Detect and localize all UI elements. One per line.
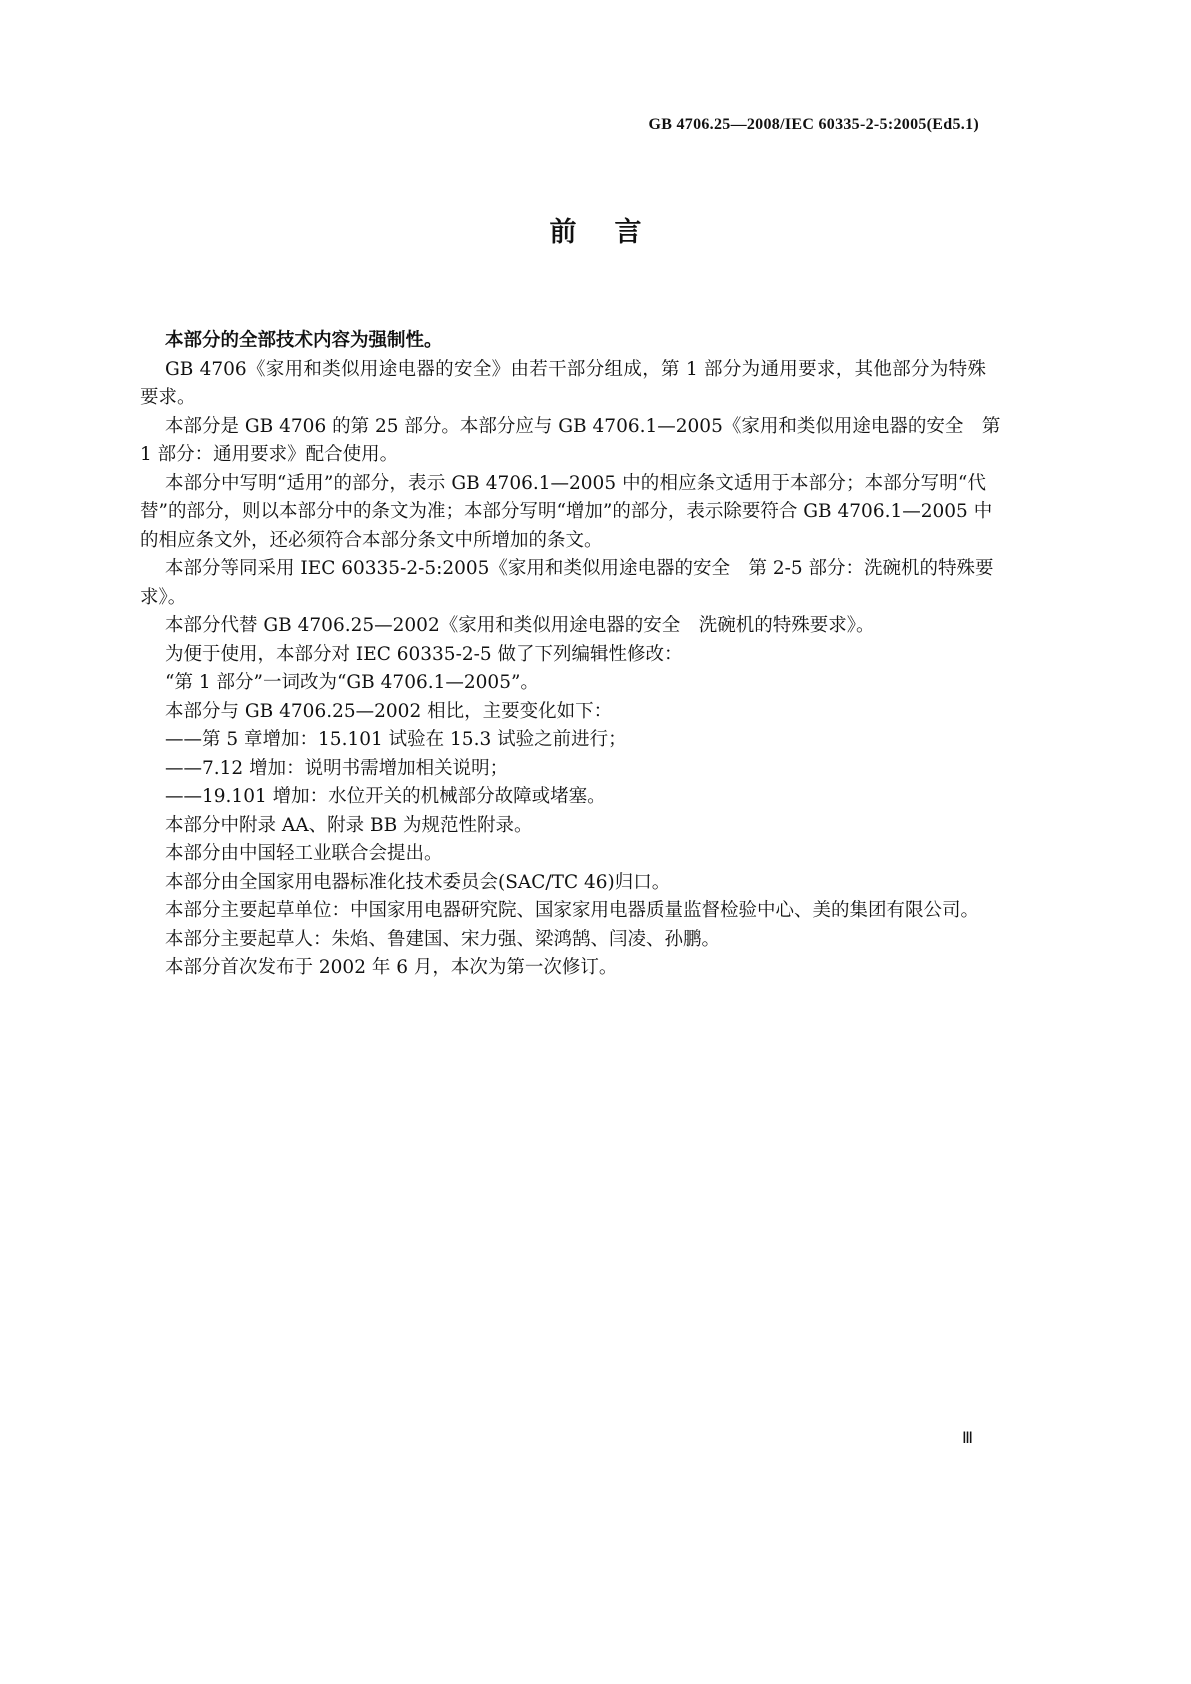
- paragraph-line: 要求。: [140, 387, 196, 408]
- paragraph-line: 替”的部分，则以本部分中的条文为准；本部分写明“增加”的部分，表示除要符合 GB 4706.1—2005 中: [140, 501, 993, 522]
- paragraph-line: 本部分中写明“适用”的部分，表示 GB 4706.1—2005 中的相应条文适用于本部分；本部分写明“代: [165, 472, 986, 494]
- paragraph-line: 本部分是 GB 4706 的第 25 部分。本部分应与 GB 4706.1—2005《家用和类似用途电器的安全 第: [165, 415, 1001, 437]
- paragraph: [140, 698, 986, 727]
- page-number: Ⅲ: [962, 1430, 974, 1447]
- paragraph: [140, 840, 986, 869]
- paragraph-line: ——第 5 章增加：15.101 试验在 15.3 试验之前进行；: [165, 729, 627, 750]
- paragraph: [140, 897, 986, 926]
- paragraph: [140, 726, 986, 755]
- paragraph: [140, 413, 1001, 470]
- paragraph-line: 1 部分：通用要求》配合使用。: [140, 444, 399, 465]
- paragraph: [140, 869, 986, 898]
- paragraph: [140, 669, 986, 698]
- paragraph-line: 本部分由中国轻工业联合会提出。: [165, 843, 443, 864]
- paragraph-line: 本部分等同采用 IEC 60335-2-5:2005《家用和类似用途电器的安全 第 2-5 部分：洗碗机的特殊要: [165, 558, 994, 579]
- paragraph-line: ——19.101 增加：水位开关的机械部分故障或堵塞。: [165, 786, 606, 807]
- paragraph-line: 本部分由全国家用电器标准化技术委员会(SAC/TC 46)归口。: [165, 871, 671, 893]
- paragraph: [140, 612, 986, 641]
- foreword-body: [140, 327, 1001, 983]
- paragraph: [140, 926, 986, 955]
- page-title: 前言: [549, 217, 680, 248]
- paragraph: [140, 327, 986, 356]
- paragraph: [140, 356, 986, 413]
- paragraph: [140, 783, 986, 812]
- paragraph-line: 本部分首次发布于 2002 年 6 月，本次为第一次修订。: [165, 957, 618, 978]
- paragraph-line: 本部分主要起草单位：中国家用电器研究院、国家家用电器质量监督检验中心、美的集团有限公司。: [165, 900, 980, 921]
- paragraph-line: 本部分与 GB 4706.25—2002 相比，主要变化如下：: [165, 700, 613, 722]
- paragraph: [140, 954, 986, 983]
- paragraph-line: ——7.12 增加：说明书需增加相关说明；: [165, 757, 509, 779]
- paragraph-line: 本部分的全部技术内容为强制性。: [165, 330, 443, 351]
- paragraph-line: 本部分代替 GB 4706.25—2002《家用和类似用途电器的安全 洗碗机的特殊要求》。: [165, 615, 875, 636]
- paragraph: [140, 755, 986, 784]
- paragraph-line: 本部分主要起草人：朱焰、鲁建国、宋力强、梁鸿鹄、闫凌、孙鹏。: [165, 928, 721, 950]
- paragraph-line: 为便于使用，本部分对 IEC 60335-2-5 做了下列编辑性修改：: [165, 643, 683, 665]
- paragraph-line: 的相应条文外，还必须符合本部分条文中所增加的条文。: [140, 529, 603, 551]
- paragraph-line: “第 1 部分”一词改为“GB 4706.1—2005”。: [165, 672, 539, 693]
- paragraph: [140, 470, 993, 556]
- paragraph: [140, 555, 994, 612]
- paragraph: [140, 641, 986, 670]
- paragraph: [140, 812, 986, 841]
- paragraph-line: 本部分中附录 AA、附录 BB 为规范性附录。: [165, 814, 533, 836]
- paragraph-line: GB 4706《家用和类似用途电器的安全》由若干部分组成，第 1 部分为通用要求，其他部分为特殊: [165, 358, 986, 380]
- standard-code-header: GB 4706.25—2008/IEC 60335-2-5:2005(Ed5.1): [648, 116, 979, 133]
- paragraph-line: 求》。: [140, 586, 187, 608]
